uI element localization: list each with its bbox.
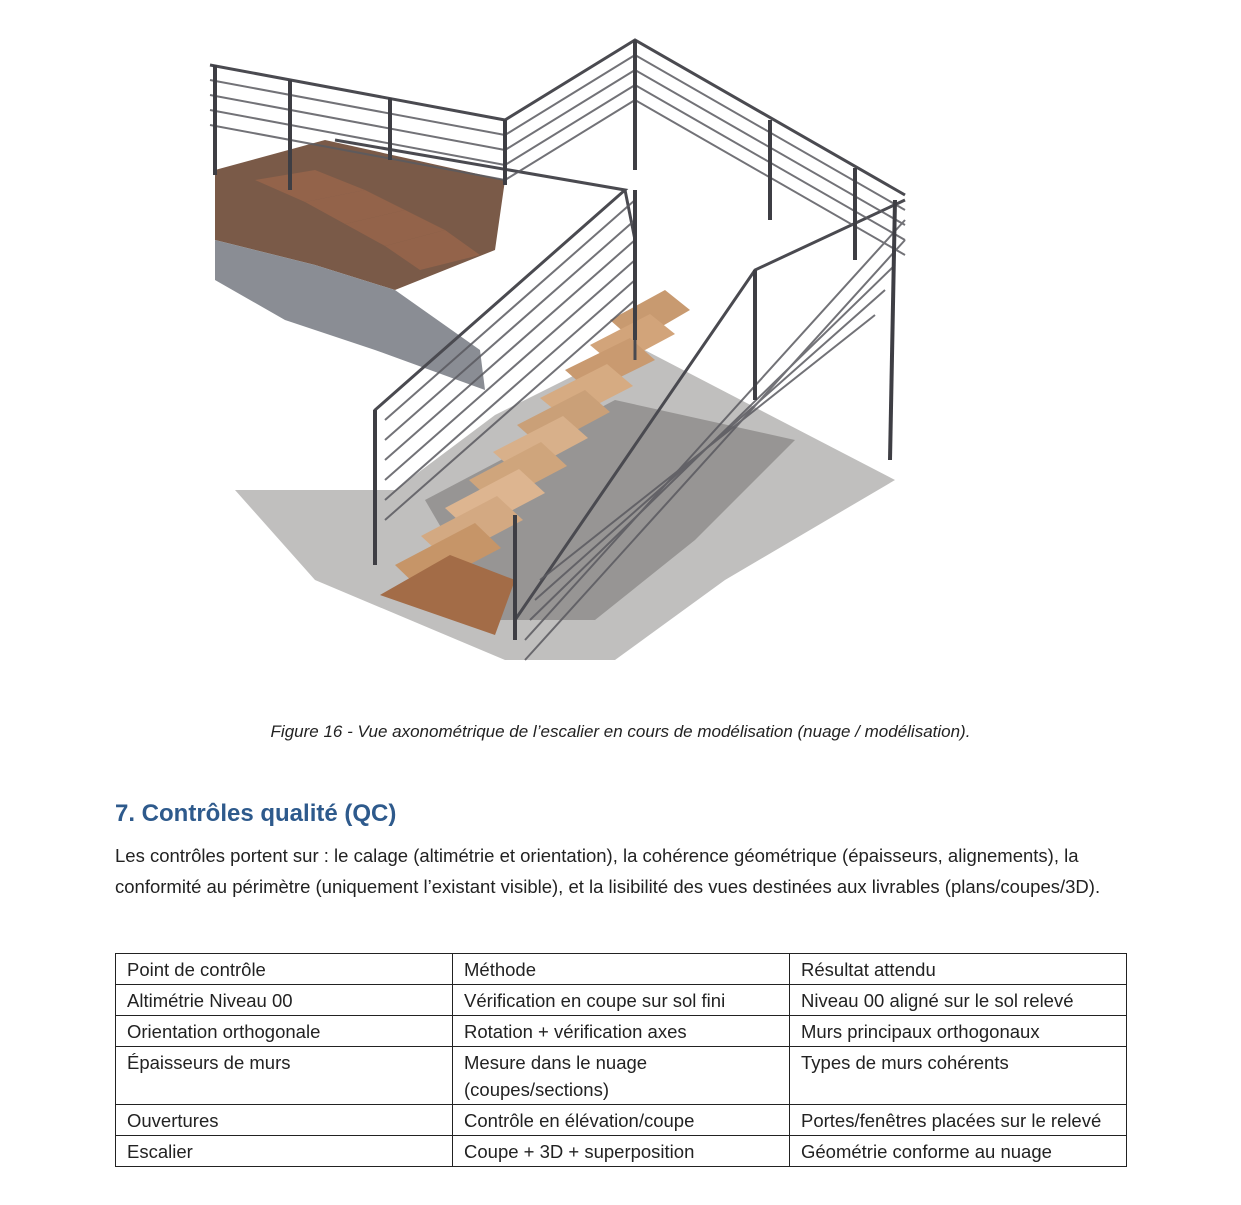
table-row (116, 1047, 1127, 1105)
table-cell: Rotation + vérification axes (453, 1016, 790, 1047)
header-cell: Résultat attendu (790, 954, 1127, 985)
table-cell: Niveau 00 aligné sur le sol relevé (790, 985, 1127, 1016)
section-heading: 7. Contrôles qualité (QC) (115, 800, 397, 827)
table-cell: Portes/fenêtres placées sur le relevé (790, 1105, 1127, 1136)
figure-caption: Figure 16 - Vue axonométrique de l’escalier en cours de modélisation (nuage / modélisation). (270, 722, 971, 741)
header-cell: Point de contrôle (116, 954, 453, 985)
table-cell: Murs principaux orthogonaux (790, 1016, 1127, 1047)
staircase-figure (195, 20, 915, 670)
table-row (116, 1136, 1127, 1167)
table-cell: Vérification en coupe sur sol fini (453, 985, 790, 1016)
table-cell: Ouvertures (116, 1105, 453, 1136)
table-row (116, 985, 1127, 1016)
table-cell: Orientation orthogonale (116, 1016, 453, 1047)
header-cell: Méthode (453, 954, 790, 985)
table-cell: Escalier (116, 1136, 453, 1167)
table-row (116, 1016, 1127, 1047)
table-cell: Types de murs cohérents (790, 1047, 1127, 1105)
table-row (116, 1105, 1127, 1136)
table-header-row (116, 954, 1127, 985)
table-cell: Mesure dans le nuage (coupes/sections) (453, 1047, 790, 1105)
section-paragraph: Les contrôles portent sur : le calage (altimétrie et orientation), la cohérence géométrique (épaisseurs, alignements), la conformité au périmètre (uniquement l’existant visible), et la lisibilité des vues destinées aux livrables (plans/coupes/3D). (115, 845, 1101, 897)
table-cell: Géométrie conforme au nuage (790, 1136, 1127, 1167)
qc-table (115, 953, 1127, 1167)
table-cell: Contrôle en élévation/coupe (453, 1105, 790, 1136)
table-cell: Altimétrie Niveau 00 (116, 985, 453, 1016)
table-cell: Épaisseurs de murs (116, 1047, 453, 1105)
table-cell: Coupe + 3D + superposition (453, 1136, 790, 1167)
